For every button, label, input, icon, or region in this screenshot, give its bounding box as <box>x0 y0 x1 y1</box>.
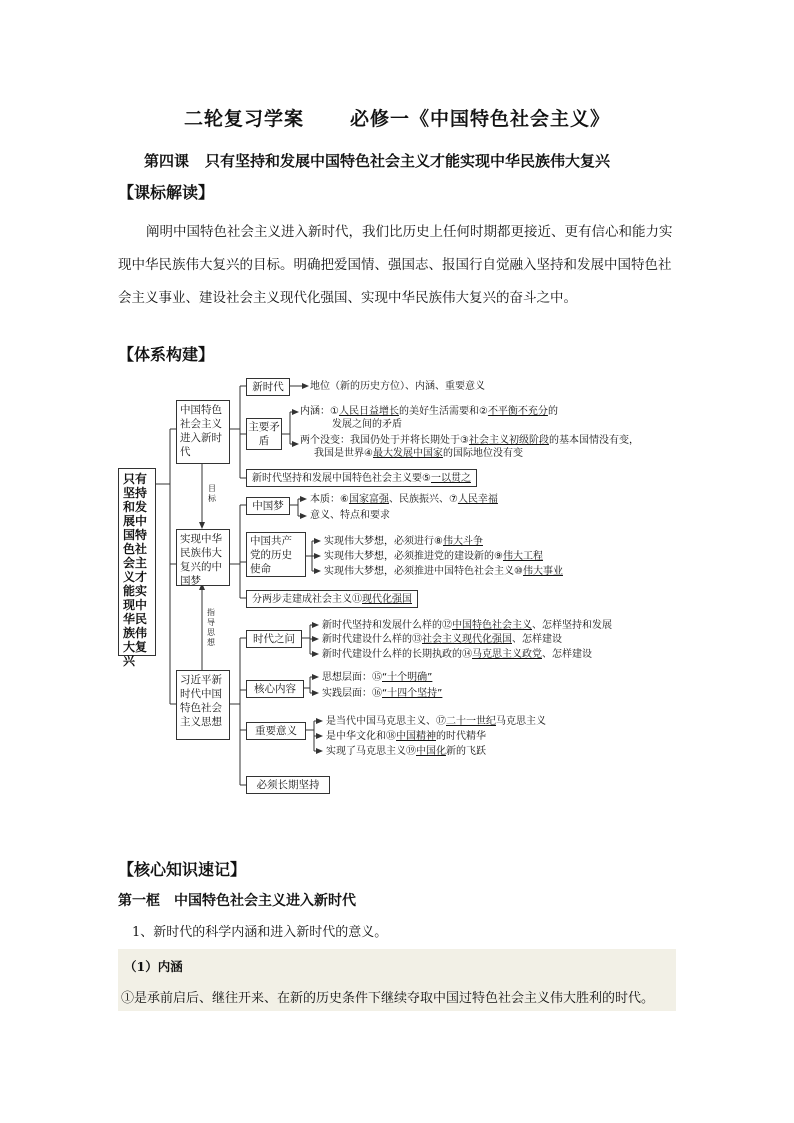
shidaizhiwen-1: 新时代坚持和发展什么样的⑫中国特色社会主义、怎样坚持和发展 <box>322 620 612 631</box>
node-xinshidai: 新时代 <box>246 378 290 396</box>
zgm-yiyi: 意义、特点和要求 <box>310 510 390 521</box>
concept-diagram <box>118 372 678 802</box>
kuang-text: 中国特色社会主义进入新时代 <box>174 893 356 909</box>
hexin-1: 思想层面：⑮“十个明确” <box>322 672 433 683</box>
section-hexin: 【核心知识速记】 <box>118 860 247 879</box>
shidaizhiwen-3: 新时代建设什么样的长期执政的⑭马克思主义政党、怎样建设 <box>322 649 592 660</box>
knowledge-item-1: 1、新时代的科学内涵和进入新时代的意义。 <box>132 925 388 940</box>
maodun-liang: 两个没变：我国仍处于并将长期处于③社会主义初级阶段的基本国情没有变， <box>300 435 639 446</box>
section-tixi: 【体系构建】 <box>118 345 215 364</box>
title-left: 二轮复习学案 <box>183 108 304 130</box>
node-zhuyao-maodun: 主要矛盾 <box>246 418 282 450</box>
zgm-benzhi: 本质：⑥国家富强、民族振兴、⑦人民幸福 <box>310 494 498 505</box>
maodun-liang-line2: 我国是世界④最大发展中国家的国际地位没有变 <box>314 448 523 459</box>
shaded-block <box>118 949 676 1011</box>
branch-sixiang-box: 习近平新时代中国特色社会主义思想 <box>176 670 230 740</box>
shaded-body: ①是承前启后、继往开来、在新的历史条件下继续夺取中国过特色社会主义伟大胜利的时代。 <box>121 991 655 1006</box>
hexin-2: 实践层面：⑯“十四个坚持” <box>322 688 443 699</box>
shiming-3: 实现伟大梦想，必须推进中国特色社会主义⑩伟大事业 <box>324 566 563 577</box>
kuang-label: 第一框 <box>118 893 160 909</box>
node-zhongyao-yiyi: 重要意义 <box>246 722 306 740</box>
lesson-heading <box>144 150 610 171</box>
yiyi-3: 实现了马克思主义⑲中国化新的飞跃 <box>326 746 486 757</box>
section-kebiao: 【课标解读】 <box>118 183 215 202</box>
node-liangbu: 分两步走建成社会主义⑪现代化强国 <box>246 590 418 608</box>
shiming-1: 实现伟大梦想，必须进行⑧伟大斗争 <box>324 536 483 547</box>
kuang-heading <box>118 890 356 910</box>
node-zhongguomeng: 中国梦 <box>246 497 290 515</box>
root-box: 只有坚持和发展中国特色社会主义才能实现中华民族伟大复兴 <box>118 468 156 656</box>
lesson-text: 只有坚持和发展中国特色社会主义才能实现中华民族伟大复兴 <box>205 152 611 170</box>
xinshidai-desc: 地位（新的历史方位）、内涵、重要意义 <box>310 381 485 392</box>
node-shiming: 中国共产党的历史使命 <box>246 532 306 577</box>
title-right: 必修一《中国特色社会主义》 <box>350 108 611 130</box>
yiyi-2: 是中华文化和⑱中国精神的时代精华 <box>326 731 486 742</box>
page-title <box>0 104 794 131</box>
maodun-neihan-line2: 发展之间的矛盾 <box>332 419 402 430</box>
arrow-label-mubiao: 目标 <box>208 484 216 503</box>
node-bixu-changqi: 必须长期坚持 <box>246 776 330 794</box>
node-shidaizhiwen: 时代之问 <box>246 630 302 648</box>
maodun-neihan: 内涵：①人民日益增长的美好生活需要和②不平衡不充分的 <box>300 406 558 417</box>
node-jianchi: 新时代坚持和发展中国特色社会主义要⑤一以贯之 <box>246 469 477 487</box>
branch-zhongguomeng-box: 实现中华民族伟大复兴的中国梦 <box>176 529 230 586</box>
node-hexin-neirong: 核心内容 <box>246 680 304 698</box>
kebiao-paragraph: 阐明中国特色社会主义进入新时代，我们比历史上任何时期都更接近、更有信心和能力实现中华民族伟大复兴的目标。明确把爱国情、强国志、报国行自觉融入坚持和发展中国特色社会主义事业、建设社会主义现代化强国、实现中华民族伟大复兴的奋斗之中。 <box>118 224 673 306</box>
branch-xinshidai-box: 中国特色社会主义进入新时代 <box>176 400 230 464</box>
shidaizhiwen-2: 新时代建设什么样的⑬社会主义现代化强国、怎样建设 <box>322 634 562 645</box>
shiming-2: 实现伟大梦想，必须推进党的建设新的⑨伟大工程 <box>324 551 543 562</box>
lesson-label: 第四课 <box>144 152 190 170</box>
yiyi-1: 是当代中国马克思主义、⑰二十一世纪马克思主义 <box>326 716 546 727</box>
arrow-label-zhidao: 指导思想 <box>207 608 215 647</box>
shaded-heading: （1）内涵 <box>124 959 183 974</box>
